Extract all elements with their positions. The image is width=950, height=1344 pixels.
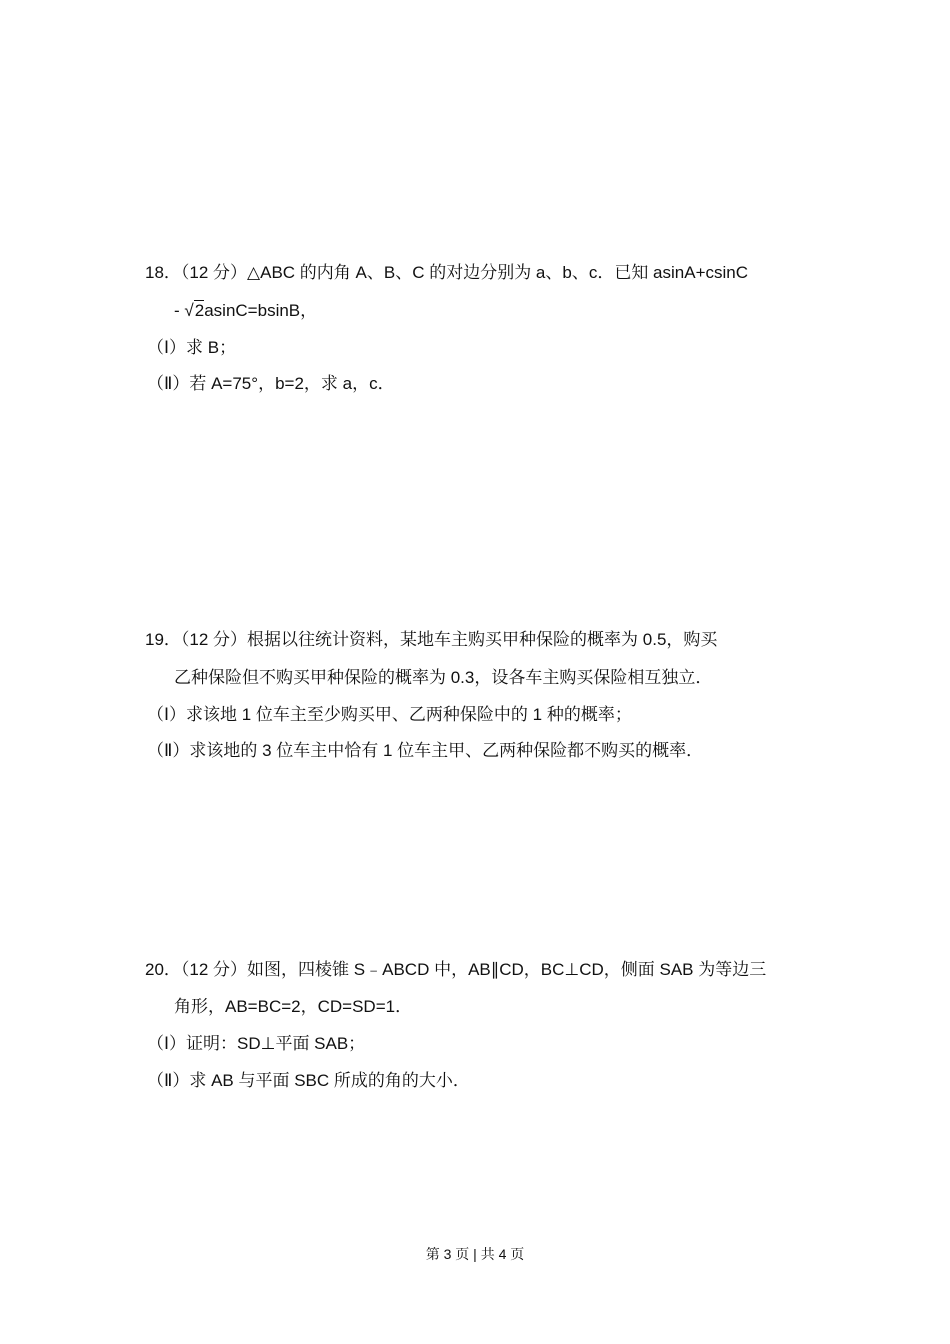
formula-rest: asinC=bsinB， — [204, 301, 318, 320]
question-20-line-2: 角形，AB=BC=2，CD=SD=1． — [174, 997, 413, 1016]
question-18-part-2: （Ⅱ）若 A=75°，b=2，求 a，c． — [147, 374, 395, 393]
question-number: 19． — [145, 630, 181, 649]
minus-sign: - — [174, 301, 180, 320]
page-footer: 第 3 页 | 共 4 页 — [425, 1246, 525, 1262]
sqrt-2 — [184, 300, 204, 322]
question-text: （12 分）如图，四棱锥 S﹣ABCD 中，AB∥CD，BC⊥CD，侧面 SAB 为等边三 — [180, 960, 767, 979]
question-18-formula — [174, 300, 317, 322]
question-number: 18． — [145, 263, 181, 282]
question-text: （12 分）△ABC 的内角 A、B、C 的对边分别为 a、b、c．已知 asinA+csinC — [180, 263, 749, 282]
question-19-part-2: （Ⅱ）求该地的 3 位车主中恰有 1 位车主甲、乙两种保险都不购买的概率． — [147, 741, 704, 760]
sqrt-symbol: √ — [184, 301, 194, 320]
question-number: 20． — [145, 960, 181, 979]
sqrt-radicand: 2 — [194, 301, 205, 320]
question-20-line-1 — [145, 959, 766, 981]
question-text: （12 分）根据以往统计资料，某地车主购买甲种保险的概率为 0.5，购买 — [180, 630, 718, 649]
question-20-part-1: （Ⅰ）证明：SD⊥平面 SAB； — [147, 1034, 366, 1053]
question-19-line-1 — [145, 629, 717, 651]
question-19-part-1: （Ⅰ）求该地 1 位车主至少购买甲、乙两种保险中的 1 种的概率； — [147, 705, 632, 724]
question-18-part-1: （Ⅰ）求 B； — [147, 338, 237, 357]
question-19-line-2: 乙种保险但不购买甲种保险的概率为 0.3，设各车主购买保险相互独立． — [174, 668, 713, 687]
question-18-line-1 — [145, 262, 748, 284]
question-20-part-2: （Ⅱ）求 AB 与平面 SBC 所成的角的大小． — [147, 1071, 470, 1090]
